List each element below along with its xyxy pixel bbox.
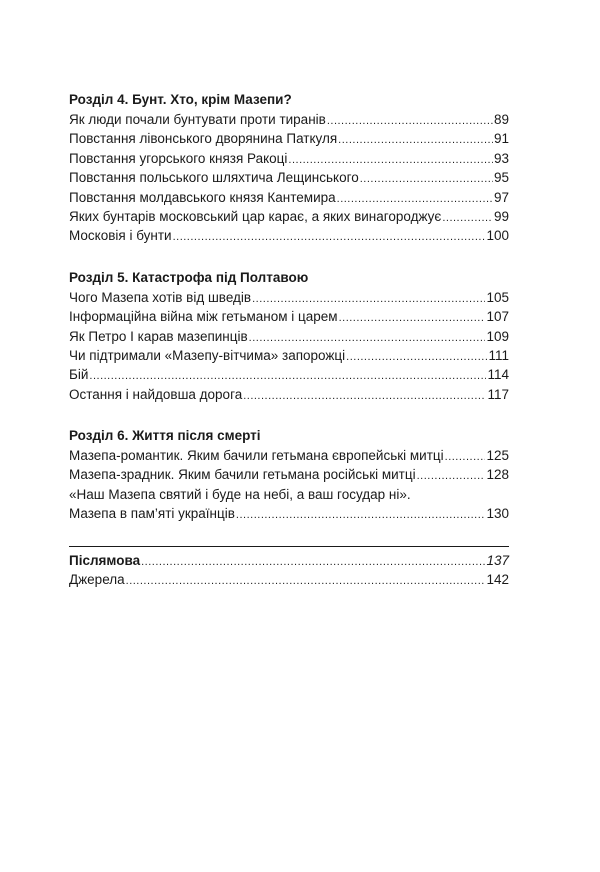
- dot-leader: [243, 387, 486, 406]
- entry-title: Яких бунтарів московський цар карає, а яких винагороджує: [69, 208, 442, 224]
- toc-entry[interactable]: [69, 188, 509, 207]
- entry-title: Московія і бунти: [69, 228, 172, 244]
- toc-entry[interactable]: [69, 446, 509, 465]
- entry-title: Повстання лівонського дворянина Паткуля: [69, 131, 338, 147]
- entry-title: «Наш Мазепа святий і буде на небі, а ваш государ ні».: [69, 486, 411, 502]
- dot-leader: [417, 467, 486, 486]
- dot-leader: [339, 309, 486, 328]
- toc-entry[interactable]: [69, 149, 509, 168]
- dot-leader: [442, 209, 493, 228]
- entry-title: Мазепа в пам’яті українців: [69, 506, 235, 522]
- entry-title: Мазепа-зрадник. Яким бачили гетьмана російські митці: [69, 467, 416, 483]
- dot-leader: [141, 553, 485, 572]
- toc-entry-afterword[interactable]: [69, 551, 509, 570]
- table-of-contents: [69, 90, 509, 589]
- toc-entry[interactable]: [69, 207, 509, 226]
- entry-title: Чого Мазепа хотів від шведів: [69, 289, 252, 305]
- section-6: [69, 426, 509, 524]
- toc-entry[interactable]: [69, 226, 509, 245]
- entry-page: 97: [493, 189, 509, 205]
- entry-page: 111: [488, 347, 509, 363]
- toc-entry[interactable]: [69, 168, 509, 187]
- entry-page: 137: [486, 552, 509, 568]
- entry-page: 125: [486, 448, 509, 464]
- entry-title: Бій: [69, 367, 89, 383]
- toc-entry[interactable]: [69, 307, 509, 326]
- dot-leader: [126, 572, 486, 591]
- toc-entry[interactable]: [69, 288, 509, 307]
- divider: [69, 546, 509, 547]
- section-4: [69, 90, 509, 246]
- entry-page: 142: [486, 572, 509, 588]
- entry-page: 91: [493, 131, 509, 147]
- entry-page: 89: [493, 112, 509, 127]
- entry-page: 128: [486, 467, 509, 483]
- entry-page: 109: [486, 328, 509, 344]
- entry-title: Повстання угорського князя Ракоці: [69, 150, 288, 166]
- entry-title: Остання і найдовша дорога: [69, 386, 243, 402]
- entry-page: 114: [487, 367, 509, 383]
- dot-leader: [346, 348, 487, 367]
- toc-entry[interactable]: [69, 346, 509, 365]
- toc-entry[interactable]: [69, 129, 509, 148]
- toc-entry[interactable]: [69, 327, 509, 346]
- entry-title: Повстання польського шляхтича Лещинського: [69, 170, 359, 186]
- entry-page: 105: [486, 289, 509, 305]
- entry-title: Як Петро І карав мазепинців: [69, 328, 248, 344]
- entry-title: Інформаційна війна між гетьманом і царем: [69, 309, 338, 325]
- dot-leader: [327, 112, 493, 131]
- entry-title: Післямова: [69, 552, 141, 568]
- entry-title: Чи підтримали «Мазепу-вітчима» запорожці: [69, 347, 346, 363]
- toc-entry[interactable]: [69, 365, 509, 384]
- entry-page: 130: [486, 506, 509, 522]
- toc-entry[interactable]: [69, 485, 509, 504]
- dot-leader: [236, 506, 486, 525]
- toc-entry[interactable]: [69, 110, 509, 129]
- entry-title: Як люди почали бунтувати проти тиранів: [69, 112, 326, 127]
- dot-leader: [445, 448, 486, 467]
- entry-title: Повстання молдавського князя Кантемира: [69, 189, 336, 205]
- entry-page: 93: [493, 150, 509, 166]
- toc-entry-sources[interactable]: [69, 570, 509, 589]
- section-title: Розділ 5. Катастрофа під Полтавою: [69, 269, 309, 285]
- dot-leader: [360, 170, 493, 189]
- dot-leader: [338, 131, 493, 150]
- toc-entry[interactable]: [69, 504, 509, 523]
- entry-title: Джерела: [69, 572, 125, 588]
- entry-page: 99: [493, 208, 509, 224]
- toc-entry[interactable]: [69, 465, 509, 484]
- entry-title: Мазепа-романтик. Яким бачили гетьмана європейські митці: [69, 448, 444, 464]
- toc-entry[interactable]: [69, 385, 509, 404]
- entry-page: 100: [486, 228, 509, 244]
- section-title: Розділ 6. Життя після смерті: [69, 428, 261, 444]
- section-title: Розділ 4. Бунт. Хто, крім Мазепи?: [69, 92, 292, 107]
- entry-page: 117: [487, 386, 509, 402]
- dot-leader: [173, 228, 486, 247]
- section-5: [69, 268, 509, 404]
- entry-page: 107: [486, 309, 509, 325]
- entry-page: 95: [493, 170, 509, 186]
- closing-section: [69, 546, 509, 590]
